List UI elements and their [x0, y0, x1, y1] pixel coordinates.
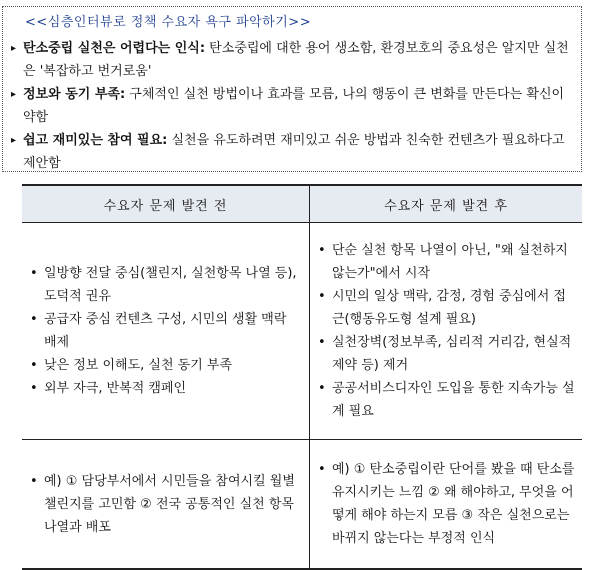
triangle-bullet-icon: ▸ [11, 135, 17, 146]
bullet-icon: • [30, 473, 38, 489]
summary-item-text: 구체적인 실천 방법이나 효과를 모름, 나의 행동이 큰 변화를 만든다는 확신이 약함 [23, 87, 565, 125]
summary-item-heading: 쉽고 재미있는 참여 필요: [23, 133, 168, 148]
triangle-bullet-icon: ▸ [11, 43, 17, 54]
summary-item [11, 37, 573, 83]
after-list [318, 239, 576, 423]
summary-item-heading: 탄소중립 실천은 어렵다는 인식: [23, 41, 206, 56]
before-list [30, 262, 303, 400]
after-cell [310, 223, 583, 440]
list-item: • 단순 실천 항목 나열이 아닌, "왜 실천하지 않는가"에서 시작 [318, 239, 576, 285]
after-example-text: 예) ① 탄소중립이란 단어를 봤을 때 탄소를 유지시키는 느낌 ② 왜 해야하고, 무엇을 어떻게 해야 하는지 모름 ③ 작은 실천으로는 바뀌지 않는다는 부정적 인식 [332, 462, 575, 546]
summary-item-text: 실천을 유도하려면 재미있고 쉬운 방법과 친숙한 컨텐츠가 필요하다고 제안함 [23, 133, 565, 171]
before-example-cell [22, 440, 310, 570]
summary-item-text: 탄소중립에 대한 용어 생소함, 환경보호의 중요성은 알지만 실천은 '복잡하고 번거로움' [23, 41, 569, 79]
summary-item [11, 129, 573, 175]
list-item: • 외부 자극, 반복적 캠페인 [30, 377, 303, 400]
example-item [318, 458, 576, 550]
triangle-bullet-icon: ▸ [11, 89, 17, 100]
list-item: • 낮은 정보 이해도, 실천 동기 부족 [30, 354, 303, 377]
interview-summary-box [2, 6, 582, 172]
summary-item-heading: 정보와 동기 부족: [23, 87, 126, 102]
list-item: • 일방향 전달 중심(챌린지, 실천항목 나열 등), 도덕적 권유 [30, 262, 303, 308]
header-after: 수요자 문제 발견 후 [310, 185, 583, 223]
list-item: • 공공서비스디자인 도입을 통한 지속가능 설계 필요 [318, 377, 576, 423]
list-item: • 실천장벽(정보부족, 심리적 거리감, 현실적 제약 등) 제거 [318, 331, 576, 377]
after-example-cell [310, 440, 583, 570]
before-example-text: 예) ① 담당부서에서 시민들을 참여시킬 월별 챌린지를 고민함 ② 전국 공통적인 실천 항목 나열과 배포 [44, 473, 295, 535]
example-item [30, 470, 303, 539]
list-item: • 시민의 일상 맥락, 감정, 경험 중심에서 접근(행동유도형 설계 필요) [318, 285, 576, 331]
before-cell [22, 223, 310, 440]
comparison-table [22, 184, 582, 570]
summary-item [11, 83, 573, 129]
box-title: <<심층인터뷰로 정책 수요자 욕구 파악하기>> [25, 15, 312, 30]
header-before: 수요자 문제 발견 전 [22, 185, 310, 223]
list-item: • 공급자 중심 컨텐츠 구성, 시민의 생활 맥락 배제 [30, 308, 303, 354]
bullet-icon: • [318, 462, 326, 477]
